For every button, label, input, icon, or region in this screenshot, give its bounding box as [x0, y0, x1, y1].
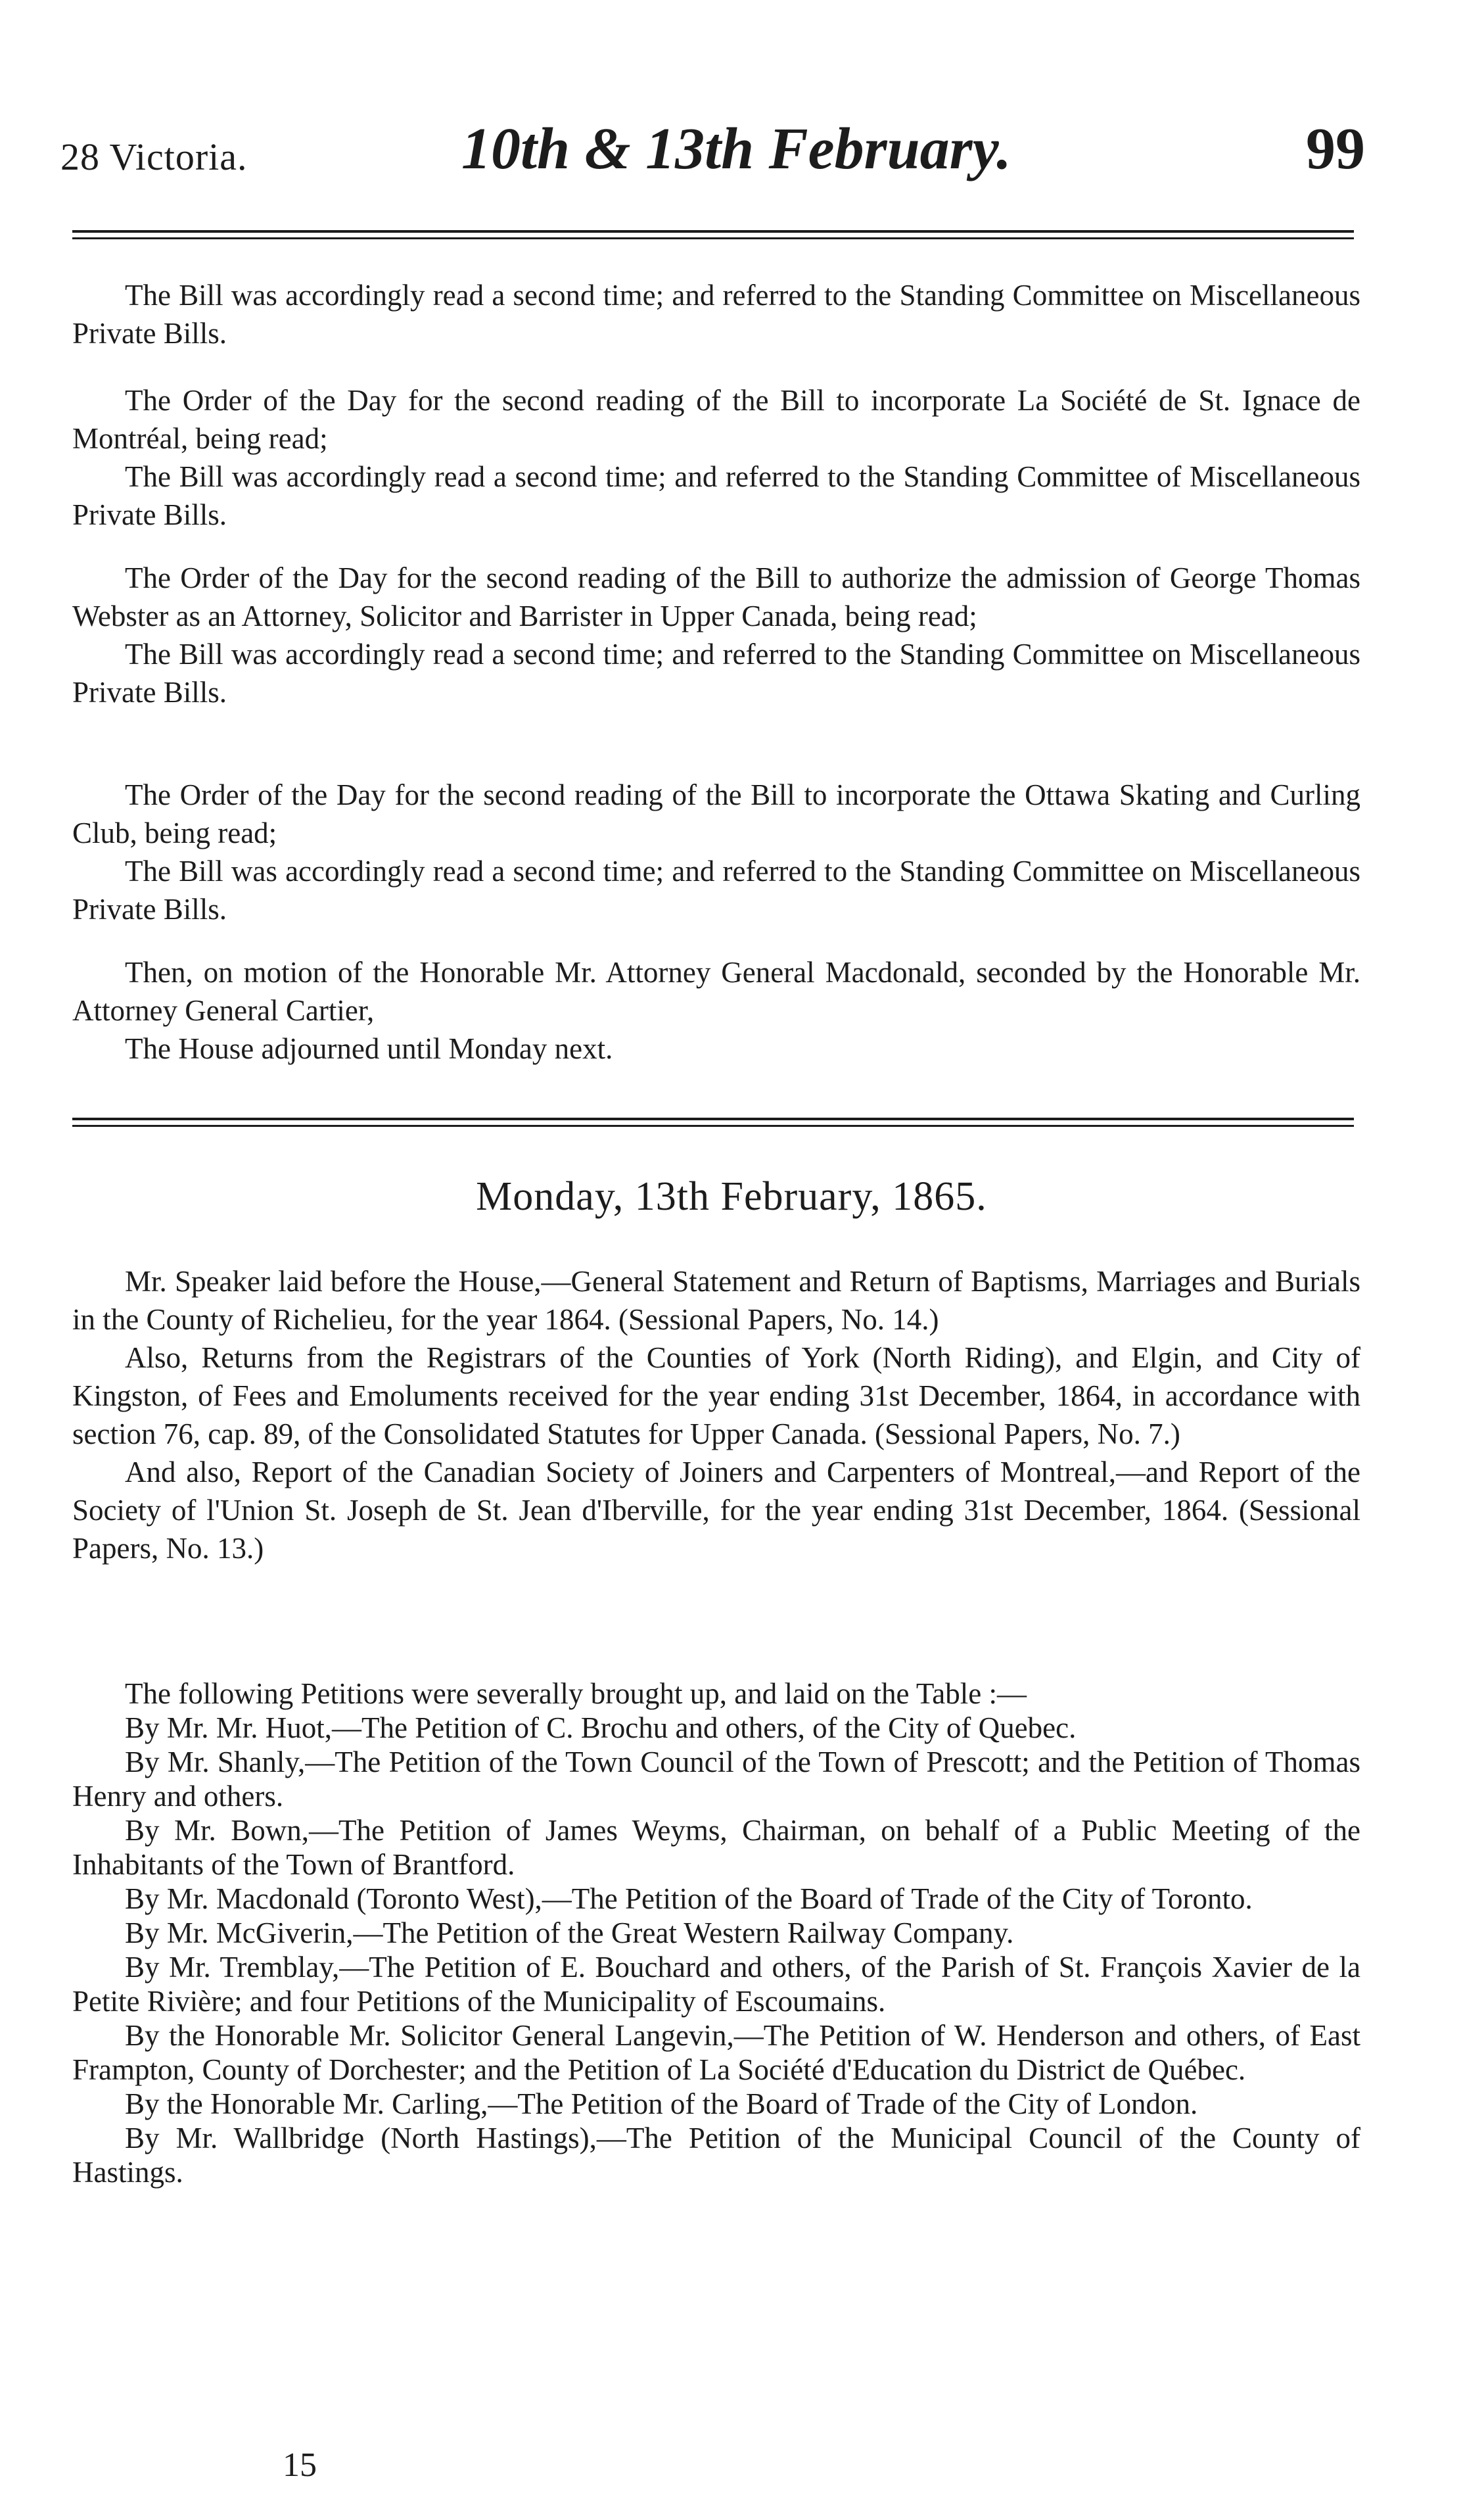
day-heading: Monday, 13th February, 1865.: [476, 1174, 987, 1219]
paragraph-adjournment: [72, 953, 1360, 1068]
paragraph-bill-read: [72, 276, 1360, 352]
text-line: Then, on motion of the Honorable Mr. Attorney General Macdonald, seconded by the Honorable Mr. Attorney General Cartier,: [72, 956, 1360, 1027]
petition-item: By Mr. Macdonald (Toronto West),—The Petition of the Board of Trade of the City of Toronto.: [125, 1882, 1253, 1915]
text-line: The Bill was accordingly read a second time; and referred to the Standing Committee on Miscellaneous Private Bills.: [72, 279, 1360, 350]
petition-item: By Mr. Shanly,—The Petition of the Town Council of the Town of Prescott; and the Petition of Thomas Henry and others.: [72, 1746, 1360, 1813]
signature-mark: 15: [283, 2446, 317, 2484]
text-line: The Order of the Day for the second reading of the Bill to incorporate the Ottawa Skating and Curling Club, being read;: [72, 778, 1360, 849]
petition-item: By Mr. McGiverin,—The Petition of the Great Western Railway Company.: [125, 1916, 1014, 1949]
petition-item: By Mr. Mr. Huot,—The Petition of C. Brochu and others, of the City of Quebec.: [125, 1711, 1077, 1744]
page-number: 99: [1306, 116, 1365, 181]
section-divider: [72, 1118, 1354, 1127]
text-line: The Bill was accordingly read a second time; and referred to the Standing Committee on Miscellaneous Private Bills.: [72, 855, 1360, 926]
regnal-year: 28 Victoria.: [60, 135, 248, 178]
text-line: The Order of the Day for the second reading of the Bill to incorporate La Société de St. Ignace de Montréal, being read;: [72, 384, 1360, 455]
petition-item: By Mr. Tremblay,—The Petition of E. Bouchard and others, of the Parish of St. François Xavier de la Petite Rivière; and four Petitions of the Municipality of Escoumains.: [72, 1951, 1360, 2018]
text-line: The House adjourned until Monday next.: [125, 1032, 613, 1065]
petition-item: By Mr. Wallbridge (North Hastings),—The Petition of the Municipal Council of the County of Hastings.: [72, 2122, 1360, 2189]
paragraph-webster: [72, 559, 1360, 711]
speaker-returns: [72, 1262, 1360, 1567]
petition-item: By Mr. Bown,—The Petition of James Weyms, Chairman, on behalf of a Public Meeting of the Inhabitants of the Town of Brantford.: [72, 1814, 1360, 1881]
text-line: The Bill was accordingly read a second time; and referred to the Standing Committee of Miscellaneous Private Bills.: [72, 460, 1360, 531]
paragraph-ottawa-club: [72, 776, 1360, 928]
petition-item: By the Honorable Mr. Carling,—The Petition of the Board of Trade of the City of London.: [125, 2087, 1198, 2120]
petitions-list: [72, 1676, 1360, 2189]
page-date-heading: 10th & 13th February.: [461, 116, 1011, 181]
petitions-intro: The following Petitions were severally brought up, and laid on the Table :—: [125, 1677, 1027, 1710]
text-line: Also, Returns from the Registrars of the Counties of York (North Riding), and Elgin, and City of Kingston, of Fees and Emoluments received for the year ending 31st December, 1864, in accordance with section 76, cap. 89, of the Consolidated Statutes for Upper Canada. (Sessional Papers, No. 7.): [72, 1341, 1360, 1450]
text-line: The Order of the Day for the second reading of the Bill to authorize the admission of George Thomas Webster as an Attorney, Solicitor and Barrister in Upper Canada, being read;: [72, 561, 1360, 632]
paragraph-societe-st-ignace: [72, 381, 1360, 534]
text-line: The Bill was accordingly read a second time; and referred to the Standing Committee on Miscellaneous Private Bills.: [72, 638, 1360, 709]
petition-item: By the Honorable Mr. Solicitor General Langevin,—The Petition of W. Henderson and others, of East Frampton, County of Dorchester; and the Petition of La Société d'Education du District de Québec.: [72, 2019, 1360, 2086]
page-header: [60, 115, 1365, 201]
header-divider: [72, 230, 1354, 239]
text-line: Mr. Speaker laid before the House,—General Statement and Return of Baptisms, Marriages and Burials in the County of Richelieu, for the year 1864. (Sessional Papers, No. 14.): [72, 1265, 1360, 1336]
text-line: And also, Report of the Canadian Society of Joiners and Carpenters of Montreal,—and Report of the Society of l'Union St. Joseph de St. Jean d'Iberville, for the year ending 31st December, 1864. (Sessional Papers, No. 13.): [72, 1456, 1360, 1565]
